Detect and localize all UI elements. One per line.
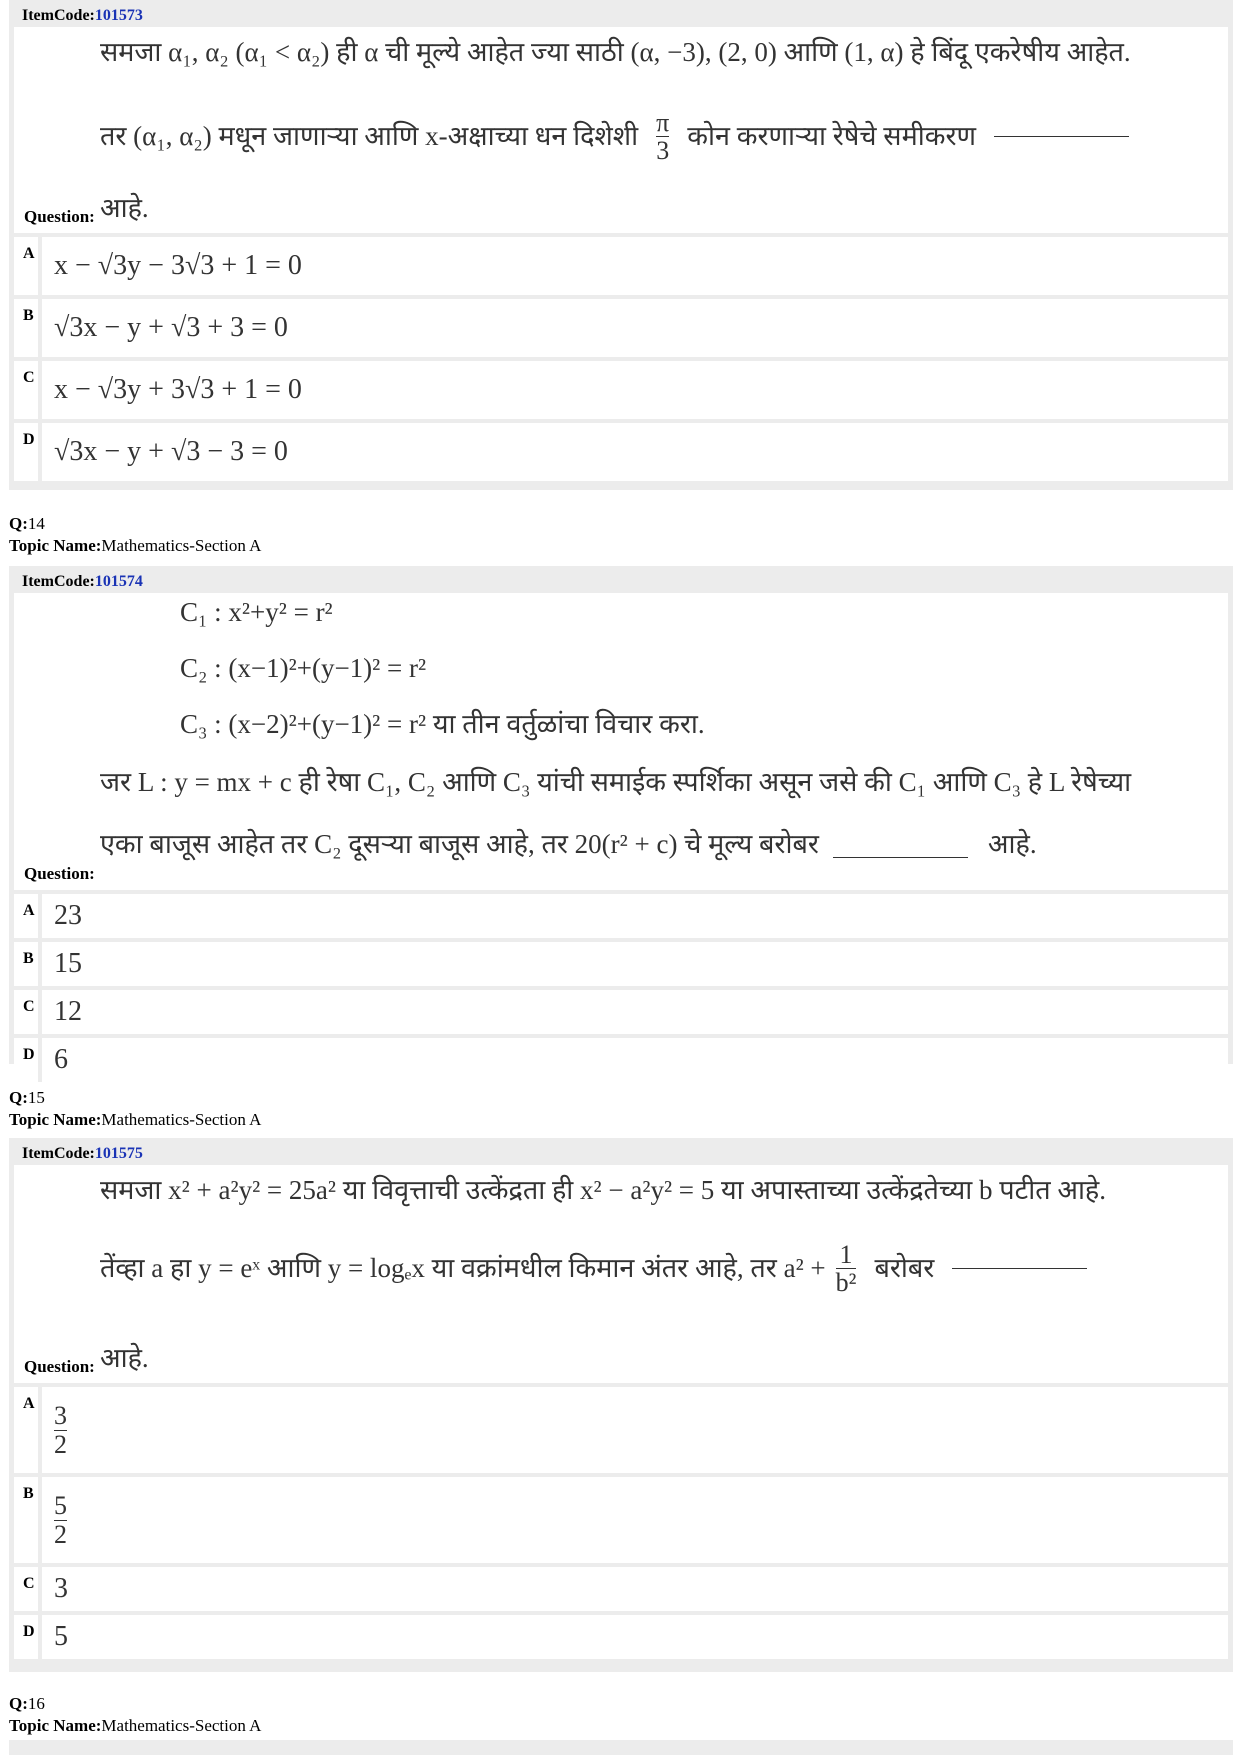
question-card-14 — [9, 566, 1233, 1075]
question-label: Question: — [24, 1357, 95, 1376]
option-d[interactable]: D √3x − y + √3 − 3 = 0 — [14, 423, 1228, 481]
topic-name: Topic Name:Mathematics-Section A — [9, 536, 262, 555]
topic-name: Topic Name:Mathematics-Section A — [9, 1110, 262, 1129]
question-box — [14, 1165, 1228, 1383]
item-code-line: ItemCode:101575 — [22, 1145, 143, 1162]
question-label: Question: — [24, 207, 95, 226]
item-code: 101575 — [94, 1145, 143, 1162]
question-text-line: आहे. — [100, 193, 149, 223]
item-code-line: ItemCode:101573 — [22, 7, 143, 24]
fraction: $\frac{3}{2}$ — [54, 1401, 67, 1459]
question-card-13 — [9, 0, 1233, 490]
option-c[interactable]: C 12 — [14, 990, 1228, 1034]
option-c[interactable]: C x − √3y + 3√3 + 1 = 0 — [14, 361, 1228, 419]
option-b[interactable]: B √3x − y + √3 + 3 = 0 — [14, 299, 1228, 357]
question-card-15 — [9, 1138, 1233, 1672]
item-code-line: ItemCode:101574 — [22, 573, 143, 590]
circle-c2: C₂ : (x−1)²+(y−1)² = r² — [180, 653, 427, 683]
question-number: Q:14 — [9, 514, 45, 533]
question-card-16-top — [9, 1740, 1233, 1755]
fraction: $\frac{1}{\text{b²}}$ — [835, 1240, 857, 1298]
option-c[interactable]: C 3 — [14, 1567, 1228, 1611]
question-text-line: समजा α₁, α₂ (α₁ < α₂) ही α ची मूल्ये आहेत ज्या साठी (α, −3), (2, 0) आणि (1, α) हे बिंदू एकरेषीय आहेत. — [100, 37, 1131, 67]
question-text-line: समजा x² + a²y² = 25a² या विवृत्ताची उत्केंद्रता ही x² − a²y² = 5 या अपास्ताच्या उत्केंद्रतेच्या b पटीत आहे. — [100, 1175, 1107, 1205]
answer-blank — [952, 1268, 1087, 1269]
question-text-line: तेंव्हा a हा y = eˣ आणि y = logₑx या वक्रांमधील किमान अंतर आहे, तर a² + $\frac{1}{\text{b²}}$ बरोबर — [100, 1241, 1087, 1297]
circle-c1: C₁ : x²+y² = r² — [180, 597, 333, 627]
topic-name: Topic Name:Mathematics-Section A — [9, 1716, 262, 1735]
answer-blank — [833, 857, 968, 858]
fraction: $\frac{\pi}{3}$ — [656, 108, 670, 166]
option-d[interactable]: D 5 — [14, 1615, 1228, 1659]
item-code: 101573 — [94, 7, 143, 24]
item-code: 101574 — [94, 573, 143, 590]
fraction: $\frac{5}{2}$ — [54, 1491, 67, 1549]
question-text-line: जर L : y = mx + c ही रेषा C₁, C₂ आणि C₃ यांची समाईक स्पर्शिका असून जसे की C₁ आणि C₃ हे L रेषेच्या — [100, 767, 1132, 797]
question-text-line: आहे. — [100, 1343, 149, 1373]
question-text-line: एका बाजूस आहेत तर C₂ दूसऱ्या बाजूस आहे, तर 20(r² + c) चे मूल्य बरोबर आहे. — [100, 829, 1037, 859]
option-b[interactable]: B $\frac{5}{2}$ — [14, 1477, 1228, 1563]
circle-c3: C₃ : (x−2)²+(y−1)² = r² या तीन वर्तुळांचा विचार करा. — [180, 709, 705, 739]
option-a[interactable]: A 23 — [14, 894, 1228, 938]
option-b[interactable]: B 15 — [14, 942, 1228, 986]
option-d[interactable]: D 6 — [14, 1038, 1228, 1082]
option-a[interactable]: A x − √3y − 3√3 + 1 = 0 — [14, 237, 1228, 295]
option-a[interactable]: A $\frac{3}{2}$ — [14, 1387, 1228, 1473]
answer-blank — [994, 136, 1129, 137]
question-number: Q:15 — [9, 1088, 45, 1107]
question-number: Q:16 — [9, 1694, 45, 1713]
question-box — [14, 27, 1228, 233]
question-box — [14, 593, 1228, 890]
question-text-line: तर (α₁, α₂) मधून जाणाऱ्या आणि x-अक्षाच्या धन दिशेशी $\frac{\pi}{3}$ कोन करणाऱ्या रेषेचे समीकरण — [100, 109, 1129, 165]
question-label: Question: — [24, 864, 95, 883]
